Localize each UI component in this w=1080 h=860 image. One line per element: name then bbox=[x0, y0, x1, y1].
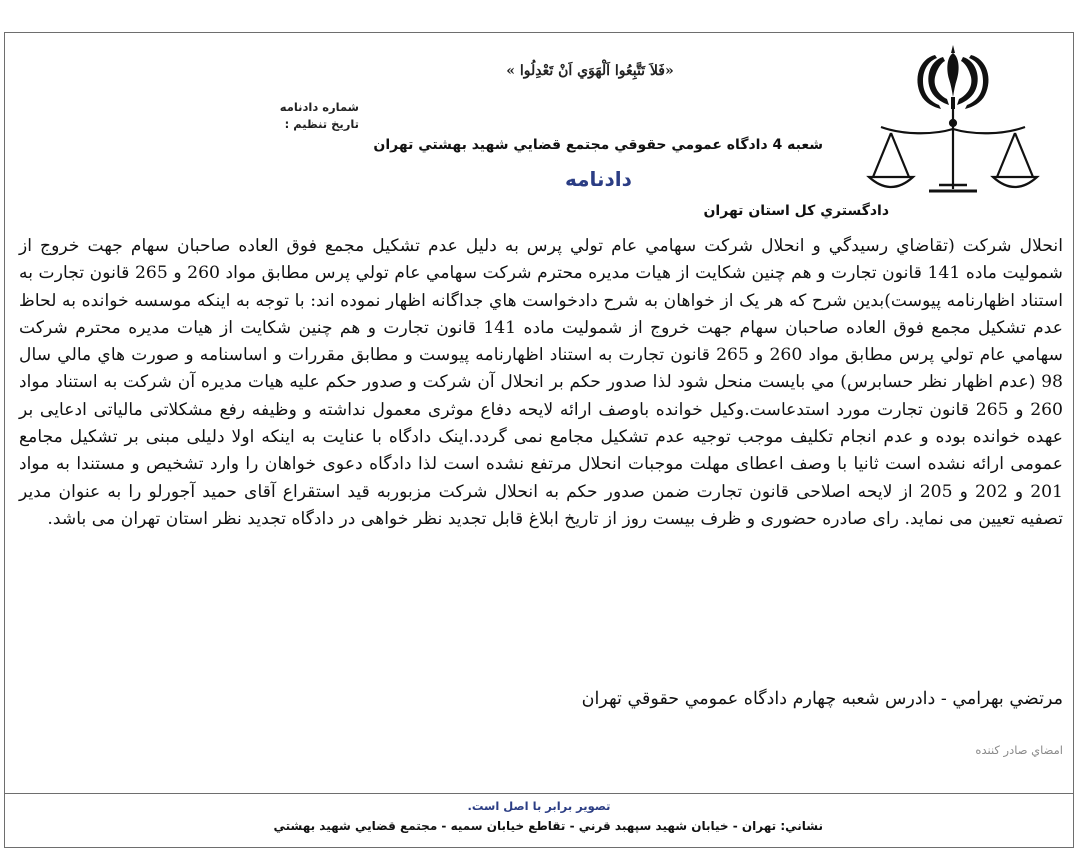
document-number-label: شماره دادنامه bbox=[279, 100, 359, 114]
court-address: نشاني: تهران - خيابان شهيد سپهبد قرني - تقاطع خيابان سميه - مجتمع قضايي شهيد بهشتي bbox=[273, 819, 823, 833]
branch-name: شعبه 4 دادگاه عمومي حقوقي مجتمع قضايي شهيد بهشتي تهران bbox=[373, 137, 823, 153]
court-emblem bbox=[863, 39, 1043, 199]
footer-divider bbox=[5, 793, 1073, 794]
document-header bbox=[5, 33, 1073, 229]
signature-label: امضاي صادر كننده bbox=[975, 743, 1063, 757]
document-frame bbox=[4, 32, 1074, 848]
certified-copy-note: تصوير برابر با اصل است. bbox=[467, 799, 611, 813]
verdict-text: انحلال شرکت (تقاضاي رسيدگي و انحلال شرکت سهامي عام تولي پرس به دليل عدم تشکيل مجمع فوق العاده صاحبان سهام جهت خروج از شموليت ماده 141 قانون تجارت و هم چنين شکايت از هيات مديره محترم شرکت سهامي عام تولي پرس مطابق مواد 260 و 265 قانون تجارت به استناد اظهارنامه پيوست)بدين شرح که هر يک از خواهان به شرح دادخواست هاي جداگانه اظهار نموده اند: با توجه به اينکه موسسه خوانده به لحاظ عدم تشکيل مجمع فوق العاده صاحبان سهام جهت خروج از شموليت ماده 141 قانون تجارت و هم چنين شکايت از هيات مديره محترم شرکت سهامي عام تولي پرس مطابق مواد 260 و 265 قانون تجارت به استناد اظهارنامه پيوست و مطابق مقررات و اساسنامه و صورت هاي مالي سال 98 (عدم اظهار نظر حسابرس) مي بايست منحل شود لذا صدور حکم بر انحلال آن شرکت و صدور حکم عليه هيات مديره آن شرکت به استناد مواد 260 و 265 قانون تجارت مورد استدعاست.وکيل خوانده باوصف ارائه لايحه دفاع موثرى معمول نداشته و وظيفه رفع مشکلاتی مالياتی ادعايی بر عهده خوانده بوده و عدم انجام تکليف موجب توجيه عدم تشکيل مجامع نمی گردد.اينک دادگاه با عنايت به اينکه اولا دليلی مبنی بر تشکيل مجامع عمومی ارائه نشده است ثانيا با وصف اعطای مهلت موجبات انحلال مرتفع نشده است لذا دادگاه دعوی خواهان را وارد تشخيص و مستندا به مواد 201 و 202 و 205 از لايحه اصلاحی قانون تجارت ضمن صدور حکم به انحلال شرکت مزبوربه قيد استقراع آقای حميد آجورلو را به عنوان مدير تصفيه تعيين می نمايد. رای صادره حضوری و ظرف بيست روز از تاريخ ابلاغ قابل تجديد نظر خواهی در دادگاه تجديد نظر استان تهران می باشد. bbox=[19, 236, 1064, 529]
judge-signature-line: مرتضي بهرامي - دادرس شعبه چهارم دادگاه عمومي حقوقي تهران bbox=[581, 689, 1063, 709]
document-meta bbox=[219, 99, 359, 133]
document-title: دادنامه bbox=[565, 167, 632, 191]
iran-emblem-icon bbox=[917, 45, 988, 109]
quran-verse: «فَلاَ تَتَّبِعُوا اَلْهَوَي اَنْ تَعْدِلُوا » bbox=[506, 63, 674, 79]
court-name: دادگستري كل استان تهران bbox=[703, 203, 889, 219]
document-date-label: تاريخ تنظيم : bbox=[284, 117, 359, 131]
scales-of-justice-icon bbox=[869, 109, 1037, 191]
